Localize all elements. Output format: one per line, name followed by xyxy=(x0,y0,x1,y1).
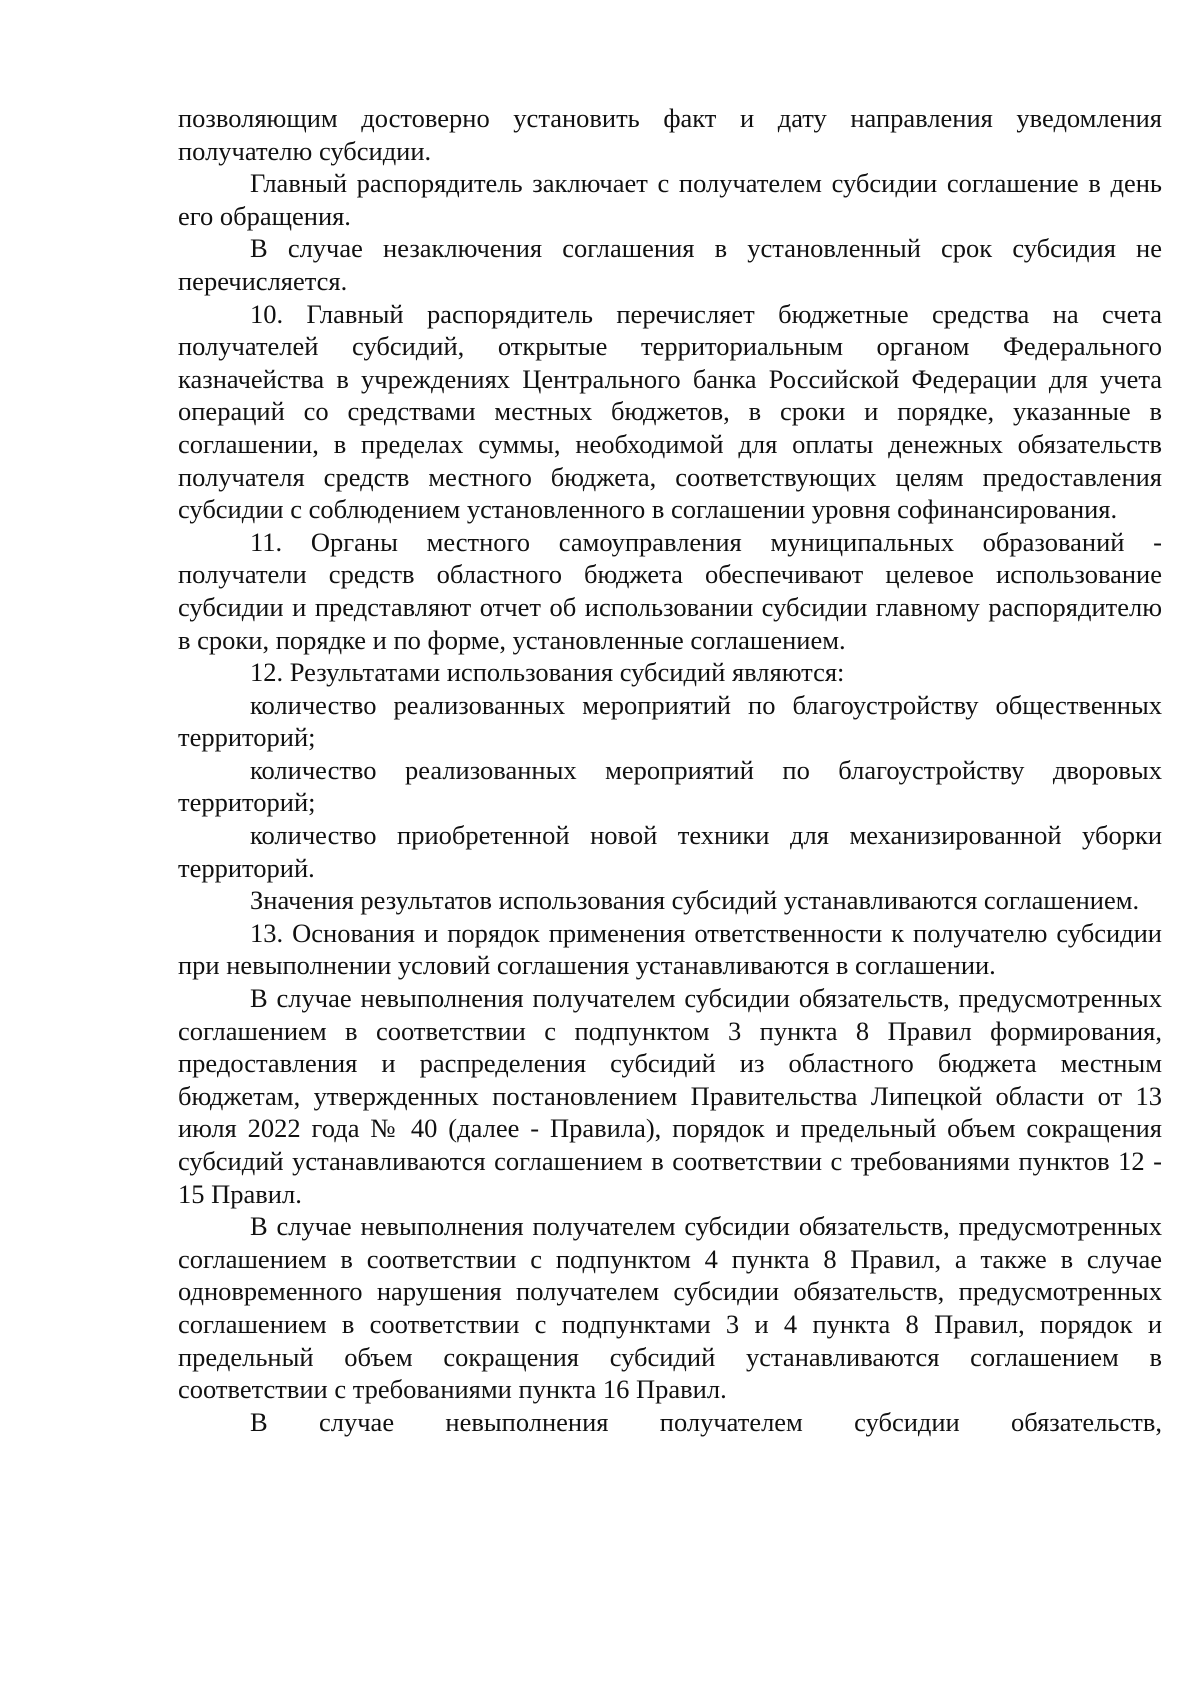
paragraph-case-subitem-4: В случае невыполнения получателем субсидии обязательств, предусмотренных соглашением в соответствии с подпунктом 4 пункта 8 Правил, а также в случае одновременного нарушения получателем субсидии обязательств, предусмотренных соглашением в соответствии с подпунктами 3 и 4 пункта 8 Правил, порядок и предельный объем сокращения субсидий устанавливаются соглашением в соответствии с требованиями пункта 16 Правил. xyxy=(178,1211,1162,1405)
paragraph-case-subitem-3: В случае невыполнения получателем субсидии обязательств, предусмотренных соглашением в соответствии с подпунктом 3 пункта 8 Правил формирования, предоставления и распределения субсидий из областного бюджета местным бюджетам, утвержденных постановлением Правительства Липецкой области от 13 июля 2022 года № 40 (далее - Правила), порядок и предельный объем сокращения субсидий устанавливаются соглашением в соответствии с требованиями пунктов 12 - 15 Правил. xyxy=(178,983,1162,1209)
paragraph-case-continued: В случае невыполнения получателем субсидии обязательств, xyxy=(250,1406,1162,1437)
paragraph-item-10: 10. Главный распорядитель перечисляет бюджетные средства на счета получателей субсидий, открытые территориальным органом Федерального казначейства в учреждениях Центрального банка Российской Федерации для учета операций со средствами местных бюджетов, в сроки и порядке, указанные в соглашении, в пределах суммы, необходимой для оплаты денежных обязательств получателя средств местного бюджета, соответствующих целям предоставления субсидии с соблюдением установленного в соглашении уровня софинансирования. xyxy=(178,298,1162,525)
document-page xyxy=(178,102,1162,1438)
paragraph-continuation: позволяющим достоверно установить факт и дату направления уведомления получателю субсидии. xyxy=(178,103,1162,166)
paragraph-non-conclusion: В случае незаключения соглашения в установленный срок субсидия не перечисляется. xyxy=(178,233,1162,296)
paragraph-item-12: 12. Результатами использования субсидий являются: xyxy=(250,657,845,688)
list-item-public-territories: количество реализованных мероприятий по благоустройству общественных территорий; xyxy=(178,689,1162,753)
list-item-cleaning-equipment: количество приобретенной новой техники для механизированной уборки территорий. xyxy=(178,820,1162,883)
paragraph-agreement-conclusion: Главный распорядитель заключает с получателем субсидии соглашение в день его обращения. xyxy=(178,168,1162,231)
paragraph-result-values: Значения результатов использования субсидий устанавливаются соглашением. xyxy=(250,885,1140,916)
paragraph-item-13: 13. Основания и порядок применения ответственности к получателю субсидии при невыполнении условий соглашения устанавливаются в соглашении. xyxy=(178,917,1162,981)
list-item-courtyard-territories: количество реализованных мероприятий по благоустройству дворовых территорий; xyxy=(178,754,1162,818)
paragraph-item-11: 11. Органы местного самоуправления муниципальных образований - получатели средств областного бюджета обеспечивают целевое использование субсидии и представляют отчет об использовании субсидии главному распорядителю в сроки, порядке и по форме, установленные соглашением. xyxy=(178,526,1162,655)
